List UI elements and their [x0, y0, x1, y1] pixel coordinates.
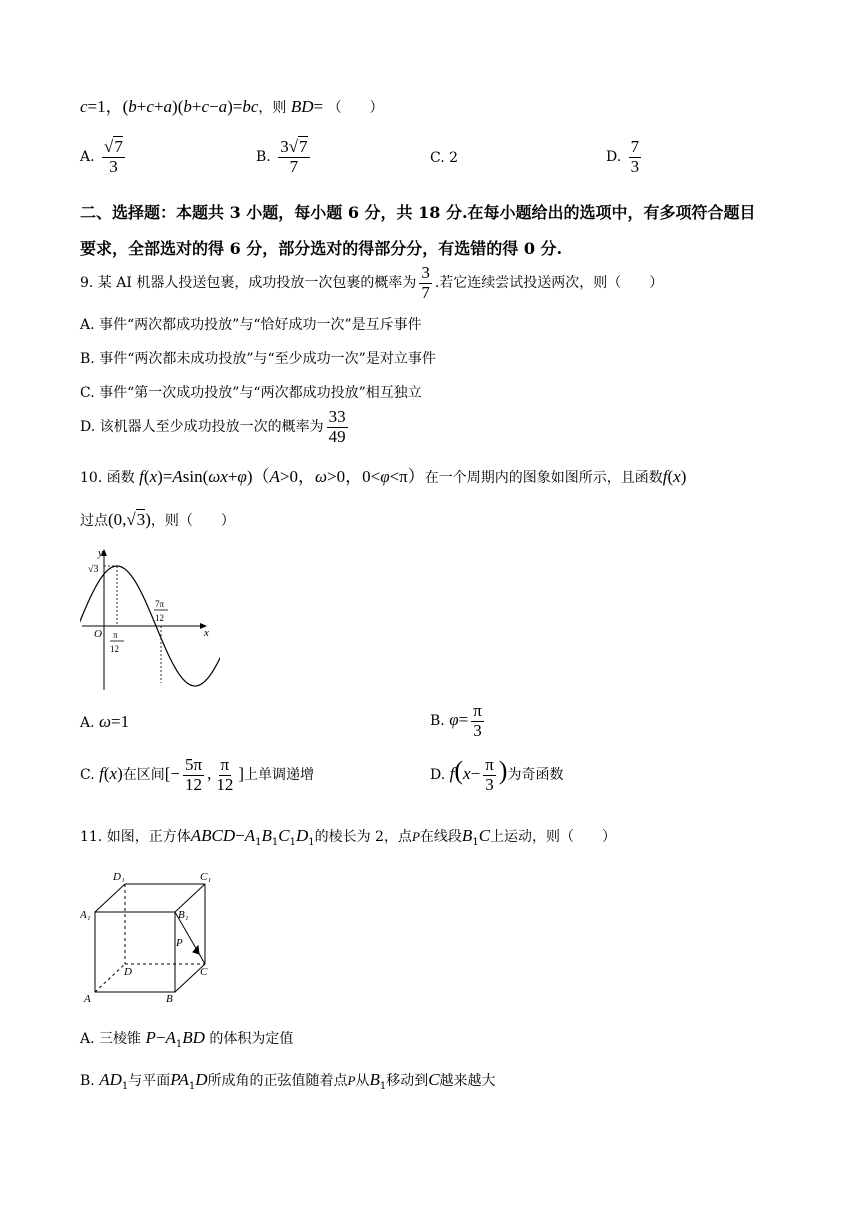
- q10-line2-text: 过点: [80, 513, 108, 529]
- segment-arrow: [193, 946, 199, 954]
- q8-d-den: 3: [630, 156, 640, 176]
- q9-option-a[interactable]: A. 事件“两次都成功投放”与“恰好成功一次”是互斥事件: [80, 317, 422, 333]
- edge-ad-hidden: [95, 964, 125, 992]
- q8-a-num: 7: [114, 137, 123, 156]
- label-d: D: [124, 966, 132, 978]
- label-b1: B₁: [178, 909, 189, 921]
- q11-text-b: 的棱长为 2，点: [314, 829, 412, 845]
- option-label: C.: [80, 767, 95, 784]
- q9-stem: [80, 264, 663, 302]
- q8-stem-tail: ，则: [258, 100, 287, 116]
- q8-b-den: 7: [289, 156, 299, 176]
- q10-stem-line1: 10. 函数 f(x)=Asin(ωx+φ)（A>0，ω>0，0<φ<π）在一个周期内的图象如图所示，且函数f(x): [80, 467, 687, 486]
- label-a: A: [84, 993, 91, 1005]
- q8-paren: （ ）: [327, 100, 384, 116]
- q11-option-b[interactable]: B. $AD_1$与平面$PA_1D$所成角的正弦值随着点P从$B_1$移动到C越来越大: [80, 1070, 496, 1092]
- q9-prefix: 9. 某 AI 机器人投送包裹，成功投放一次包裹的概率为: [80, 275, 417, 292]
- q10-option-b[interactable]: B. φ= $\frac{\pi}{3}$: [430, 701, 482, 740]
- q11-optb-b: 与平面: [128, 1073, 171, 1089]
- q11-optb-f: 越来越大: [439, 1073, 496, 1089]
- x1-den: 12: [110, 644, 119, 654]
- q9-frac-num: 3: [421, 263, 430, 282]
- q11-text-d: 上运动，则（ ）: [490, 829, 617, 845]
- q10-line2-tail: ，则（ ）: [150, 513, 235, 529]
- q11-opta-b: 的体积为定值: [209, 1031, 294, 1047]
- y-label: y: [98, 547, 103, 559]
- choice-label: B.: [256, 149, 271, 166]
- q8-bd: BD: [290, 97, 314, 116]
- q8-choice-b[interactable]: B. $\frac{3√7}{7}$: [256, 137, 308, 176]
- q10-mid-text: 在一个周期内的图象如图所示，且函数: [424, 470, 663, 486]
- q10-optc-text: 在区间: [122, 767, 165, 784]
- q9-option-c[interactable]: C. 事件“第一次成功投放”与“两次都成功投放”相互独立: [80, 385, 422, 401]
- edge-a1d1: [95, 884, 125, 912]
- ymax-label: √3: [88, 564, 99, 575]
- q8-choice-c[interactable]: [430, 150, 458, 166]
- label-c1: C₁: [200, 871, 212, 883]
- option-label: D.: [430, 767, 446, 784]
- label-a1: A₁: [80, 909, 91, 921]
- q8-b-coef: 3: [280, 137, 289, 156]
- x-label: x: [204, 627, 209, 639]
- label-b: B: [166, 993, 173, 1005]
- q8-b-num: 7: [299, 137, 308, 156]
- x1-num: π: [113, 630, 118, 640]
- q10-option-d[interactable]: D. f(x− $\frac{\pi}{3}$ )为奇函数: [430, 755, 564, 794]
- q9-suffix: .若它连续尝试投送两次，则（ ）: [434, 275, 664, 292]
- q8-d-num: 7: [630, 137, 640, 156]
- q11-stem: 11. 如图，正方体$ABCD-A_1B_1C_1D_1$的棱长为 2，点P在线段$B_1C$上运动，则（ ）: [80, 826, 617, 848]
- label-p: P: [176, 937, 183, 949]
- q11-text-c: 在线段: [419, 829, 462, 845]
- section2-line1: 二、选择题：本题共 3 小题，每小题 6 分，共 18 分.在每小题给出的选项中，有多项符合题目: [80, 203, 756, 222]
- q11-optb-a: B.: [80, 1073, 95, 1089]
- q9-optd-num: 33: [328, 407, 346, 426]
- q9-option-d[interactable]: [80, 408, 351, 446]
- q8-choice-d[interactable]: [606, 138, 644, 176]
- q11-optb-c: 所成角的正弦值随着点: [207, 1073, 348, 1089]
- q10-word-fn: 函数: [106, 470, 135, 486]
- cube-front-face: [95, 912, 175, 992]
- section2-line2: 要求，全部选对的得 6 分，部分选对的得部分分，有选错的得 0 分.: [80, 239, 563, 258]
- q11-cube-diagram: [80, 866, 220, 1006]
- label-c: C: [200, 966, 208, 978]
- q9-option-b[interactable]: B. 事件“两次都未成功投放”与“至少成功一次”是对立事件: [80, 351, 436, 367]
- q11-option-a[interactable]: A. 三棱锥 $P-A_1BD$ 的体积为定值: [80, 1028, 294, 1050]
- q9-optd-text: D. 该机器人至少成功投放一次的概率为: [80, 419, 324, 436]
- option-label: B.: [430, 713, 445, 730]
- x2-num: 7π: [155, 599, 165, 609]
- q11-text-a: 11. 如图，正方体: [80, 829, 191, 845]
- q11-optb-e: 移动到: [386, 1073, 429, 1089]
- q8-a-den: 3: [109, 156, 118, 176]
- edge-b1c1: [175, 884, 205, 912]
- origin-label: O: [94, 628, 102, 640]
- q8-choice-a[interactable]: A. $\frac{√7}{3}$: [80, 137, 123, 176]
- q8-c-value: 2: [449, 150, 459, 166]
- q8-stem: c=1，(b+c+a)(b+c−a)=bc，则 BD= （ ）: [80, 97, 384, 116]
- q10-sine-graph: [80, 546, 220, 696]
- q9-optd-den: 49: [328, 426, 346, 446]
- option-label: A.: [80, 715, 95, 731]
- q10-number: 10.: [80, 470, 103, 486]
- q10-option-a[interactable]: A. ω=1: [80, 712, 130, 731]
- q10-optd-text: 为奇函数: [507, 767, 564, 784]
- q10-optc-tail: 上单调递增: [244, 767, 315, 784]
- q9-frac-den: 7: [421, 282, 430, 302]
- label-d1: D₁: [113, 871, 125, 883]
- choice-label: D.: [606, 149, 622, 166]
- q10-stem-line2: 过点(0,√3)，则（ ）: [80, 510, 235, 529]
- q11-optb-d: 从: [355, 1073, 370, 1089]
- x2-den: 12: [155, 613, 164, 623]
- choice-label: C.: [430, 150, 445, 166]
- q11-opta-a: A. 三棱锥: [80, 1031, 142, 1047]
- q10-option-c[interactable]: C. f(x)在区间[− $\frac{5\pi}{12}$ , $\frac{\pi}{12}$ ]上单调递增: [80, 755, 315, 794]
- choice-label: A.: [80, 149, 95, 166]
